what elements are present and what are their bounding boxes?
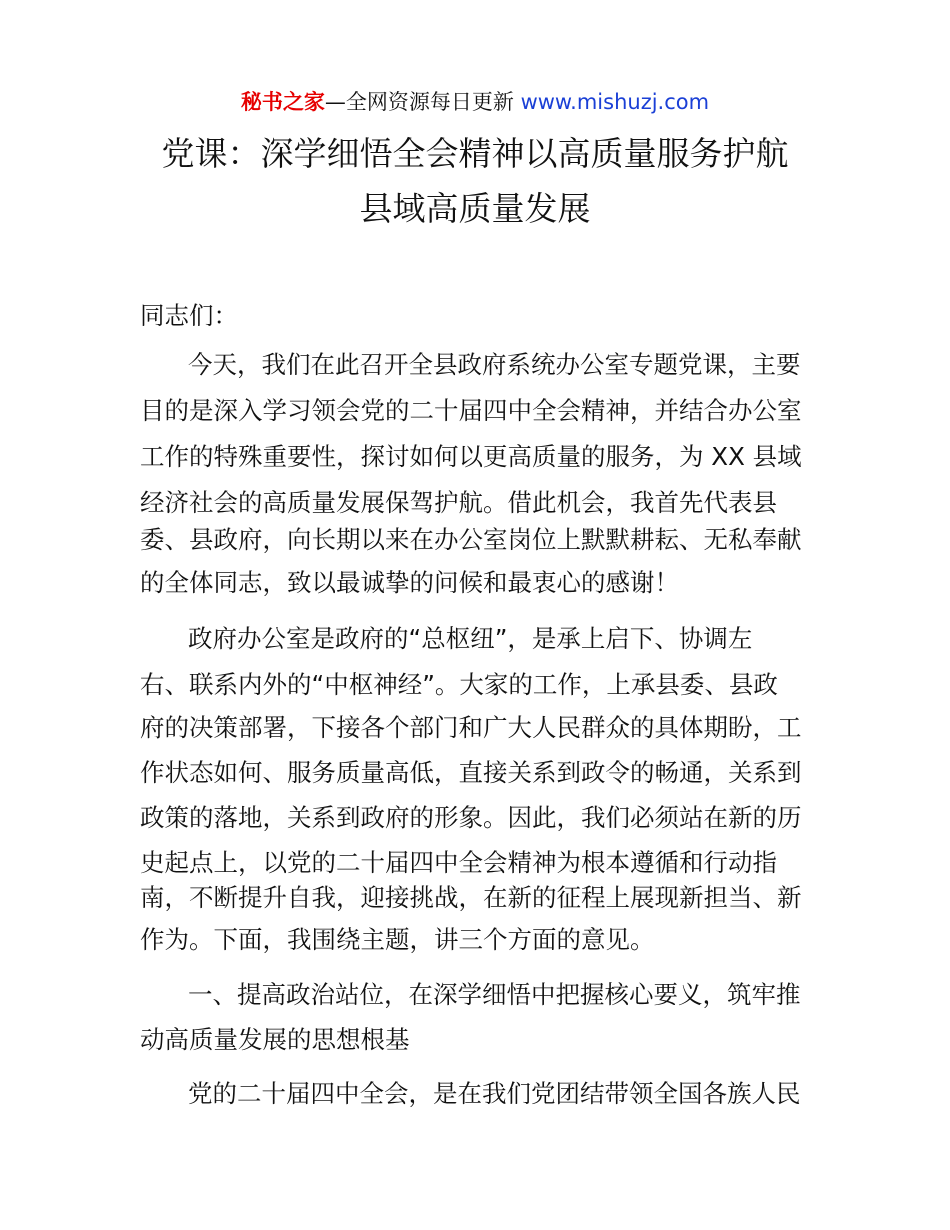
document-title-line-2: 县域高质量发展: [359, 189, 591, 228]
paragraph-line: 党的二十届四中全会，是在我们党团结带领全国各族人民: [188, 1079, 801, 1108]
paragraph-line: 政府办公室是政府的“总枢纽”，是承上启下、协调左: [188, 624, 753, 653]
paragraph-line: 今天，我们在此召开全县政府系统办公室专题党课，主要: [188, 350, 801, 379]
paragraph-line: 作为。下面，我围绕主题，讲三个方面的意见。: [140, 925, 655, 954]
site-header: [0, 88, 950, 116]
paragraph-line: 的全体同志，致以最诚挚的问候和最衷心的感谢！: [140, 568, 679, 597]
paragraph-line: 府的决策部署，下接各个部门和广大人民群众的具体期盼，工: [140, 713, 802, 742]
paragraph-line: 南，不断提升自我，迎接挑战，在新的征程上展现新担当、新: [140, 883, 802, 912]
paragraph-line: 目的是深入学习领会党的二十届四中全会精神，并结合办公室: [140, 396, 802, 425]
site-url-link[interactable]: www.mishuzj.com: [520, 90, 710, 114]
header-slogan: —全网资源每日更新: [324, 90, 514, 114]
section-heading-line: 动高质量发展的思想根基: [140, 1025, 410, 1054]
section-heading-line: 一、提高政治站位，在深学细悟中把握核心要义，筑牢推: [188, 980, 801, 1009]
document-title-line-1: 党课：深学细悟全会精神以高质量服务护航: [161, 134, 789, 173]
paragraph-line: 史起点上，以党的二十届四中全会精神为根本遵循和行动指: [140, 848, 777, 877]
salutation: 同志们：: [140, 301, 238, 330]
paragraph-line: 右、联系内外的“中枢神经”。大家的工作，上承县委、县政: [140, 670, 778, 699]
paragraph-line: 委、县政府，向长期以来在办公室岗位上默默耕耘、无私奉献: [140, 525, 802, 554]
paragraph-line: 政策的落地，关系到政府的形象。因此，我们必须站在新的历: [140, 803, 802, 832]
paragraph-line: 工作的特殊重要性，探讨如何以更高质量的服务，为 XX 县域: [140, 442, 802, 471]
paragraph-line: 经济社会的高质量发展保驾护航。借此机会，我首先代表县: [140, 488, 777, 517]
paragraph-line: 作状态如何、服务质量高低，直接关系到政令的畅通，关系到: [140, 758, 802, 787]
brand-name: 秘书之家: [240, 90, 325, 114]
